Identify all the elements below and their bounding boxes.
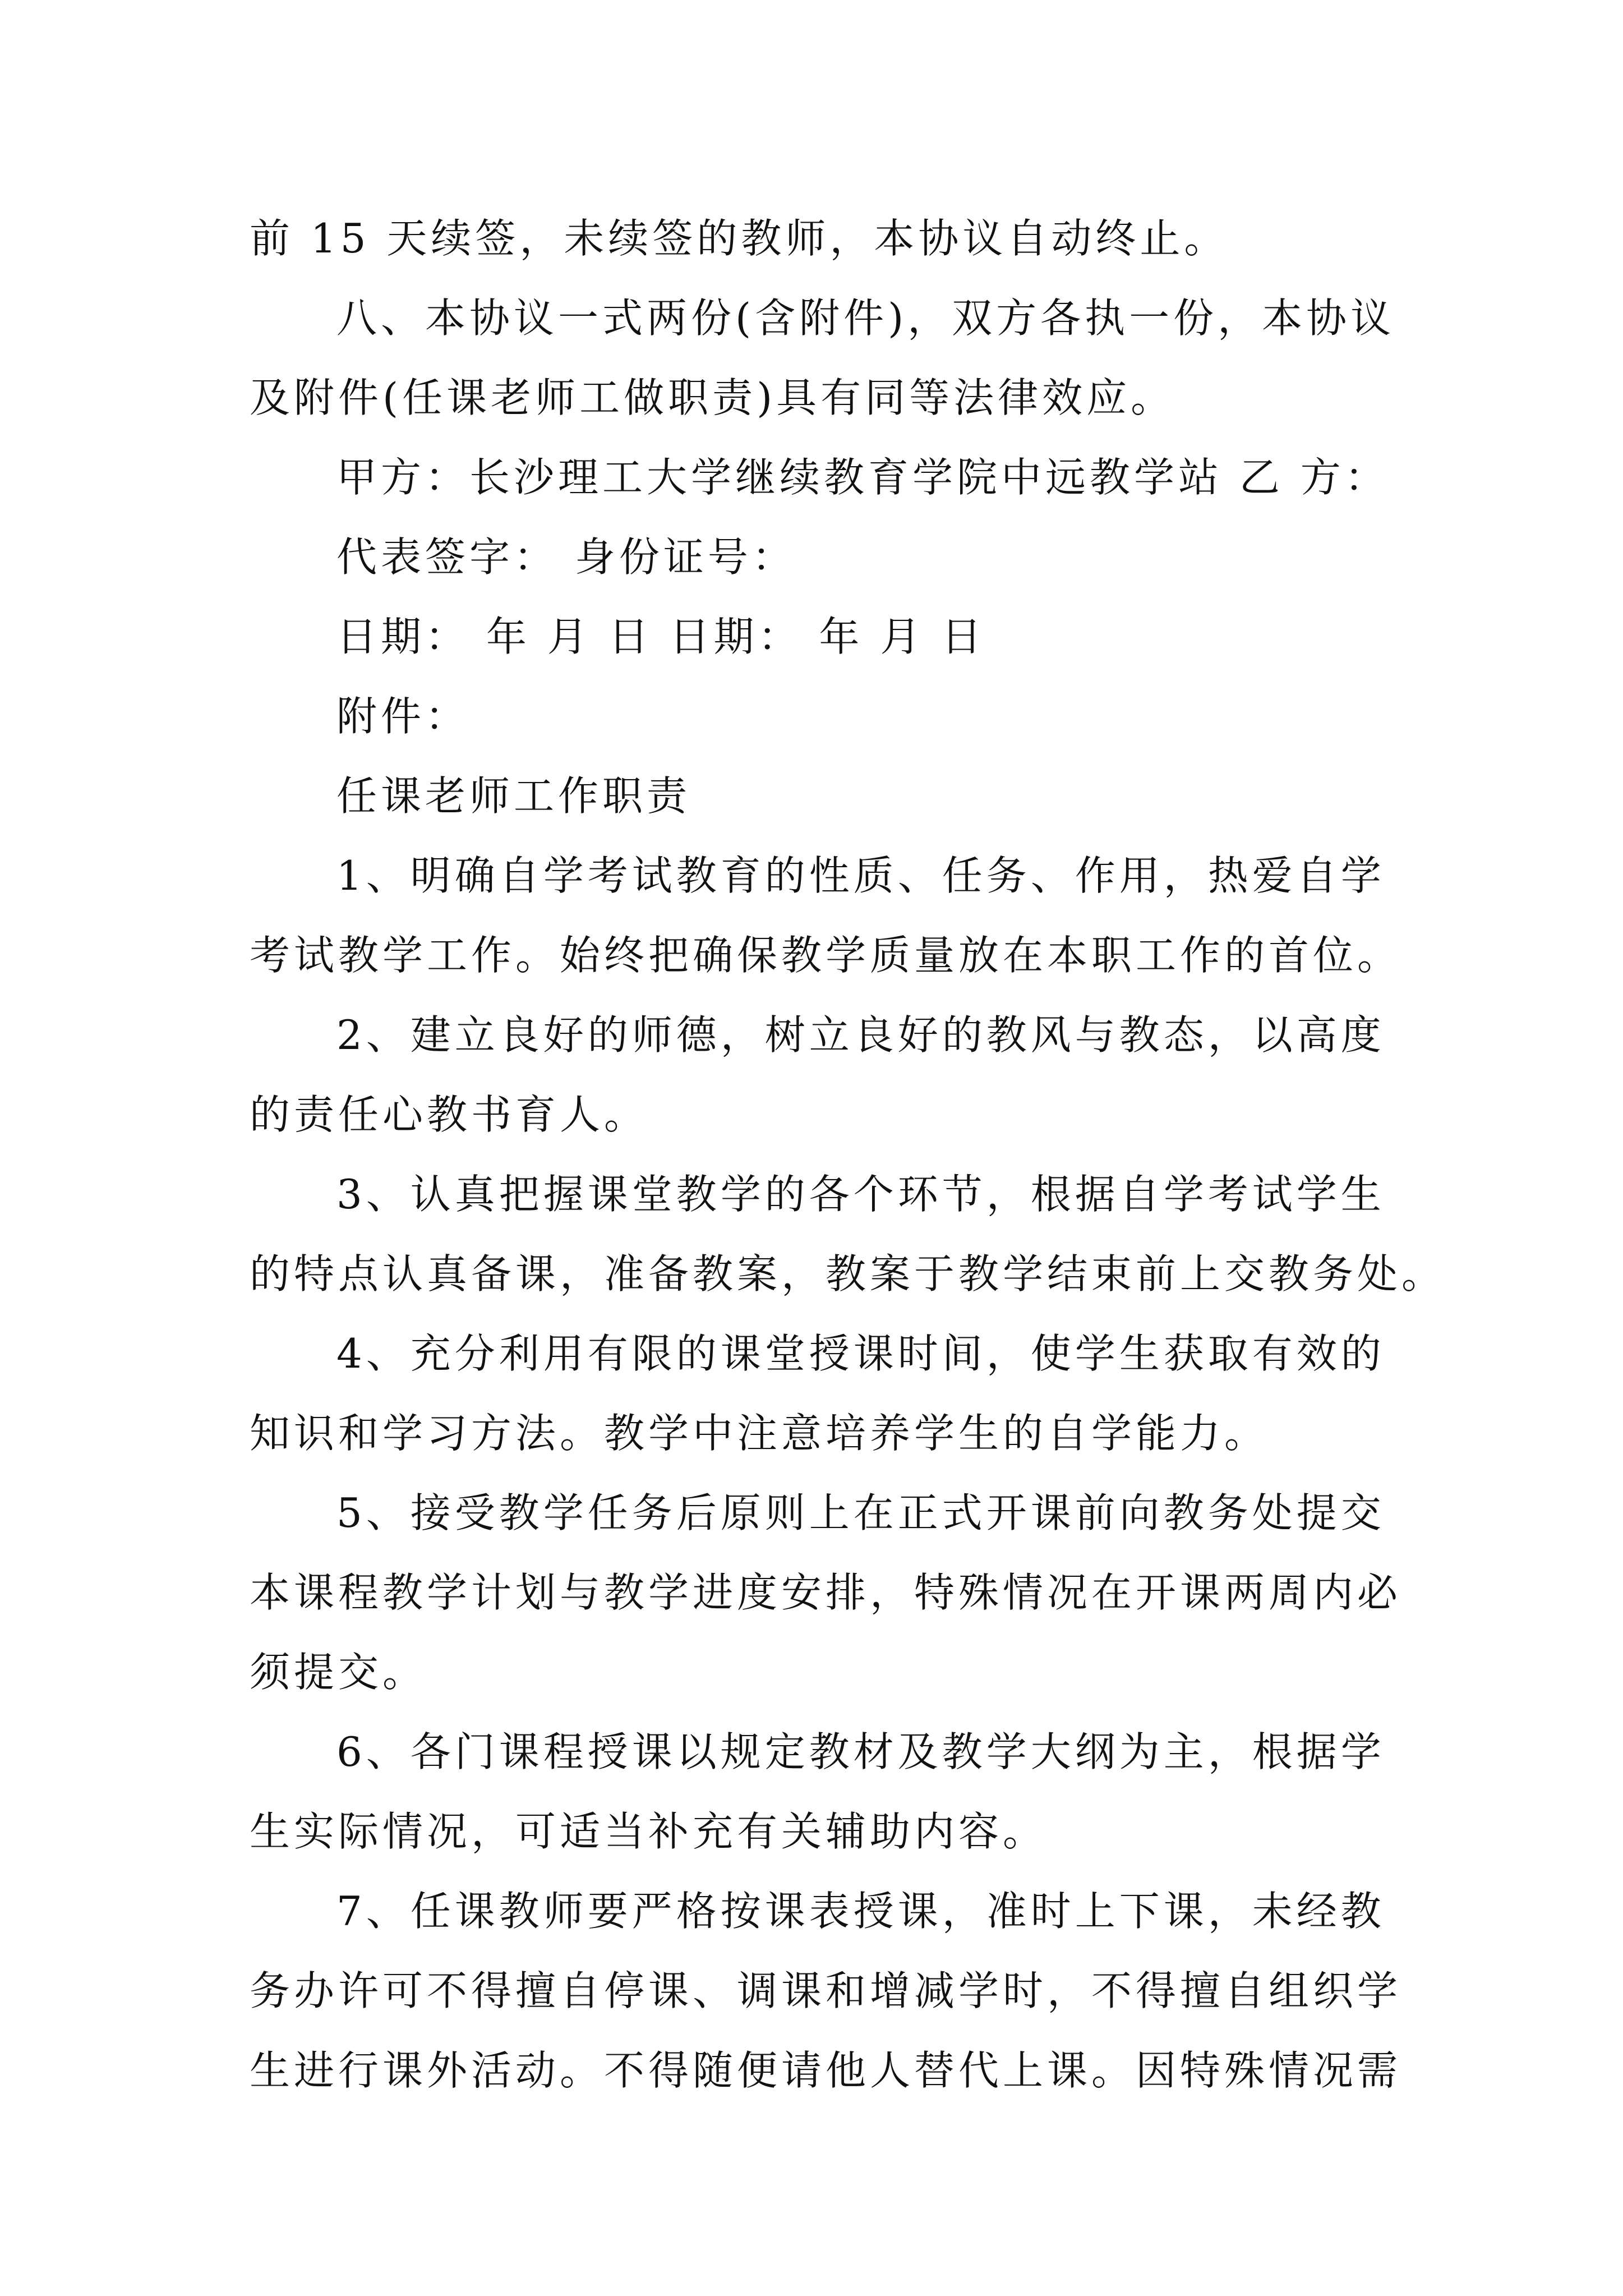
text-line: 的责任心教书育人。 <box>250 1091 649 1138</box>
text-line: 前 15 天续签，未续签的教师，本协议自动终止。 <box>250 215 1229 262</box>
text-line: 2、建立良好的师德，树立良好的教风与教态，以高度 <box>336 1011 1385 1059</box>
text-line: 1、明确自学考试教育的性质、任务、作用，热爱自学 <box>336 852 1385 899</box>
text-line: 7、任课教师要严格按课表授课，准时上下课，未经教 <box>336 1888 1385 1935</box>
section-heading: 任课老师工作职责 <box>336 772 691 820</box>
text-line: 须提交。 <box>250 1649 427 1696</box>
date-field-line: 日期： 年 月 日 日期： 年 月 日 <box>336 613 986 660</box>
text-line: 4、充分利用有限的课堂授课时间，使学生获取有效的 <box>336 1330 1385 1377</box>
text-line: 6、各门课程授课以规定教材及教学大纲为主，根据学 <box>336 1728 1385 1775</box>
text-line: 生进行课外活动。不得随便请他人替代上课。因特殊情况需 <box>250 2047 1402 2094</box>
attachment-label: 附件： <box>336 693 470 740</box>
text-line: 考试教学工作。始终把确保教学质量放在本职工作的首位。 <box>250 932 1402 979</box>
signature-field-line: 代表签字： 身份证号： <box>336 533 796 581</box>
text-line: 知识和学习方法。教学中注意培养学生的自学能力。 <box>250 1410 1269 1457</box>
text-line: 3、认真把握课堂教学的各个环节，根据自学考试学生 <box>336 1171 1385 1218</box>
text-line: 务办许可不得擅自停课、调课和增减学时，不得擅自组织学 <box>250 1967 1402 2014</box>
text-line: 本课程教学计划与教学进度安排，特殊情况在开课两周内必 <box>250 1569 1402 1616</box>
text-line: 及附件(任课老师工做职责)具有同等法律效应。 <box>250 374 1175 421</box>
text-line: 八、本协议一式两份(含附件)，双方各执一份，本协议 <box>336 295 1395 342</box>
text-line: 5、接受教学任务后原则上在正式开课前向教务处提交 <box>336 1489 1385 1536</box>
text-line: 的特点认真备课，准备教案，教案于教学结束前上交教务处。 <box>250 1250 1446 1297</box>
signature-party-line: 甲方：长沙理工大学继续教育学院中远教学站 乙 方： <box>336 454 1389 501</box>
text-line: 生实际情况，可适当补充有关辅助内容。 <box>250 1808 1048 1855</box>
